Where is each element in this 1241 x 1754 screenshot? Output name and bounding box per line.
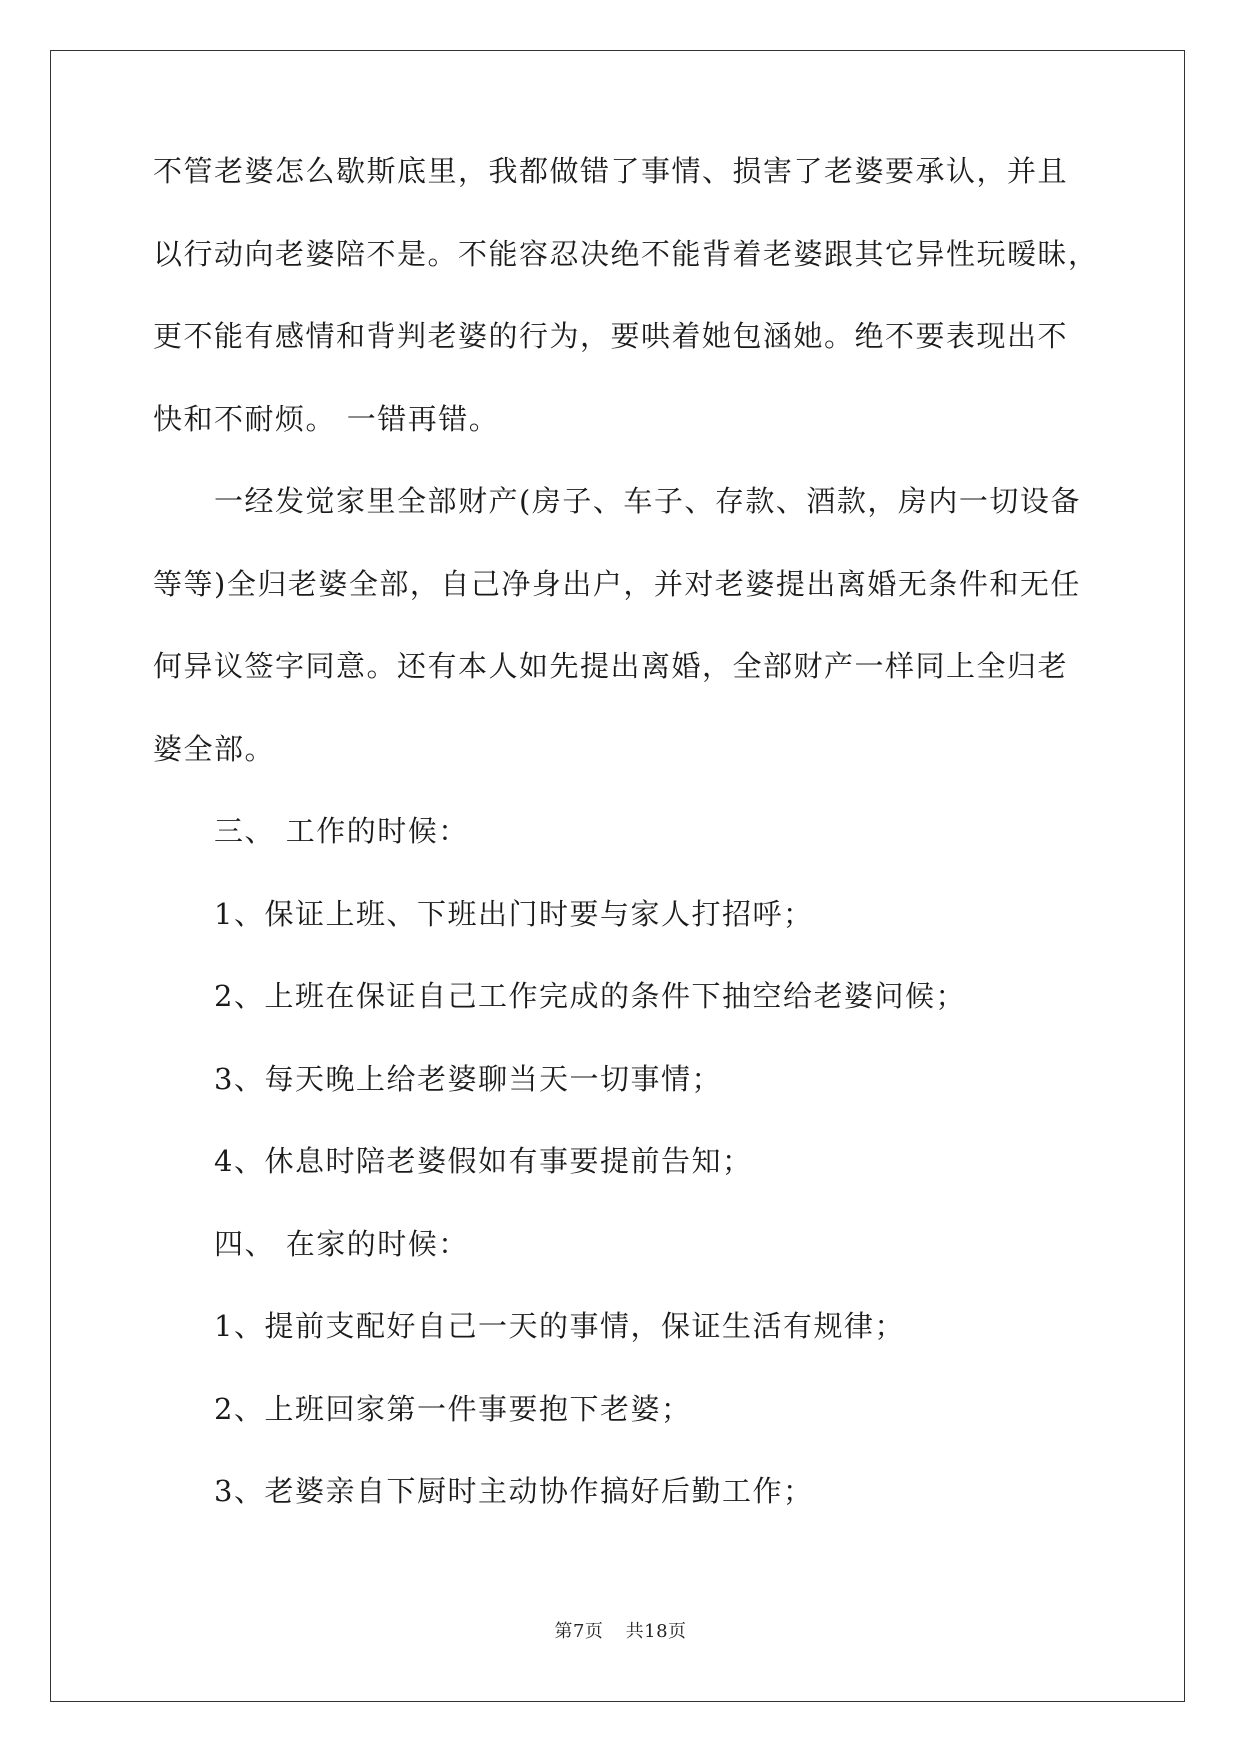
page-total: 共18页: [625, 1621, 687, 1642]
list-item: 1、保证上班、下班出门时要与家人打招呼；: [214, 896, 814, 931]
body-line: 何异议签字同意。还有本人如先提出离婚，全部财产一样同上全归老: [153, 649, 1069, 683]
body-line: 快和不耐烦。 一错再错。: [153, 401, 500, 436]
body-line: 等等)全归老婆全部，自己净身出户，并对老婆提出离婚无条件和无任: [153, 566, 1081, 601]
section-heading: 四、 在家的时候：: [214, 1226, 469, 1261]
list-item: 2、上班在保证自己工作完成的条件下抽空给老婆问候；: [214, 979, 966, 1013]
body-line: 更不能有感情和背判老婆的行为，要哄着她包涵她。绝不要表现出不: [153, 319, 1069, 353]
page-footer: [0, 1617, 1241, 1643]
list-item: 4、休息时陪老婆假如有事要提前告知；: [214, 1144, 753, 1178]
body-line: 以行动向老婆陪不是。不能容忍决绝不能背着老婆跟其它异性玩暧昧，: [153, 236, 1099, 271]
body-line: 不管老婆怎么歇斯底里，我都做错了事情、损害了老婆要承认，并且: [153, 154, 1069, 188]
document-body: [153, 130, 1103, 1533]
body-line: 婆全部。: [153, 731, 276, 766]
list-item: 2、上班回家第一件事要抱下老婆；: [214, 1391, 692, 1426]
list-item: 3、每天晚上给老婆聊当天一切事情；: [214, 1061, 722, 1096]
body-line: 一经发觉家里全部财产(房子、车子、存款、酒款，房内一切设备: [214, 484, 1081, 518]
list-item: 3、老婆亲自下厨时主动协作搞好后勤工作；: [214, 1474, 814, 1508]
list-item: 1、提前支配好自己一天的事情，保证生活有规律；: [214, 1309, 905, 1343]
page-number: 第7页: [554, 1621, 604, 1642]
section-heading: 三、 工作的时候：: [214, 814, 469, 848]
